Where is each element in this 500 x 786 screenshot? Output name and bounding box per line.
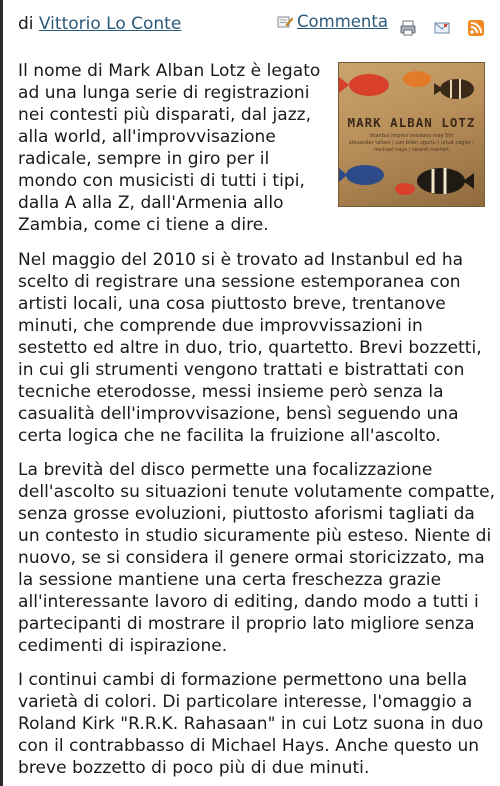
comment-link[interactable]: Commenta xyxy=(297,12,388,31)
byline-prefix: di xyxy=(18,14,34,34)
left-border xyxy=(0,0,3,786)
album-cover xyxy=(338,62,485,207)
byline xyxy=(18,13,181,35)
album-subtitle xyxy=(345,133,478,154)
comment-icon[interactable] xyxy=(277,14,293,30)
author-link[interactable]: Vittorio Lo Conte xyxy=(38,14,182,34)
rss-icon[interactable] xyxy=(467,19,485,37)
album-credits-line: alexander tallavi / can bilen ugurlu / umut caglar / michael hays / tarantl mertert xyxy=(348,140,475,153)
album-title: MARK ALBAN LOTZ xyxy=(347,115,476,130)
print-icon[interactable] xyxy=(399,19,417,37)
email-icon[interactable] xyxy=(433,19,451,37)
article-paragraph: I continui cambi di formazione permettono una bella varietà di colori. Di particolare interesse, l'omaggio a Roland Kirk "R.R.K. Rahasaan" in cui Lotz suona in duo con il contrabbasso di Michael Hays. Anche questo un breve bozzetto di poco più di due minuti. xyxy=(18,670,484,778)
article-paragraph: La brevità del disco permette una focalizzazione dell'ascolto su situazioni tenute volutamente compatte, senza grosse evoluzioni, piuttosto aforismi tagliati da un contesto in studio sicuramente più esteso. Niente di nuovo, se si considera il genere ormai storicizzato, ma la sessione mantiene una certa freschezza grazie all'interessante lavoro di editing, dando modo a tutti i partecipanti di mostrare il proprio lato migliore senza cedimenti di ispirazione. xyxy=(18,460,496,656)
album-subtitle-line: istanbul improv sessions may 5th xyxy=(369,133,454,139)
comment-action[interactable] xyxy=(277,11,388,33)
article-paragraph: Nel maggio del 2010 si è trovato ad Instanbul ed ha scelto di registrare una sessione estemporanea con artisti locali, una cosa piuttosto breve, trentanove minuti, che comprende due improvvissazioni in sestetto ed altre in duo, trio, quartetto. Brevi bozzetti, in cui gli strumenti vengono trattati e bistrattati con tecniche eterodosse, messi insieme però senza la casualità dell'improvvisazione, bensì seguendo una certa logica che ne facilita la fruizione all'ascolto. xyxy=(18,250,482,446)
article-paragraph: Il nome di Mark Alban Lotz è legato ad una lunga serie di registrazioni nei contesti più disparati, dal jazz, alla world, all'improvvisazione radicale, sempre in giro per il mondo con musicisti di tutti i tipi, dalla A alla Z, dall'Armenia allo Zambia, come ci tiene a dire. xyxy=(18,61,321,235)
